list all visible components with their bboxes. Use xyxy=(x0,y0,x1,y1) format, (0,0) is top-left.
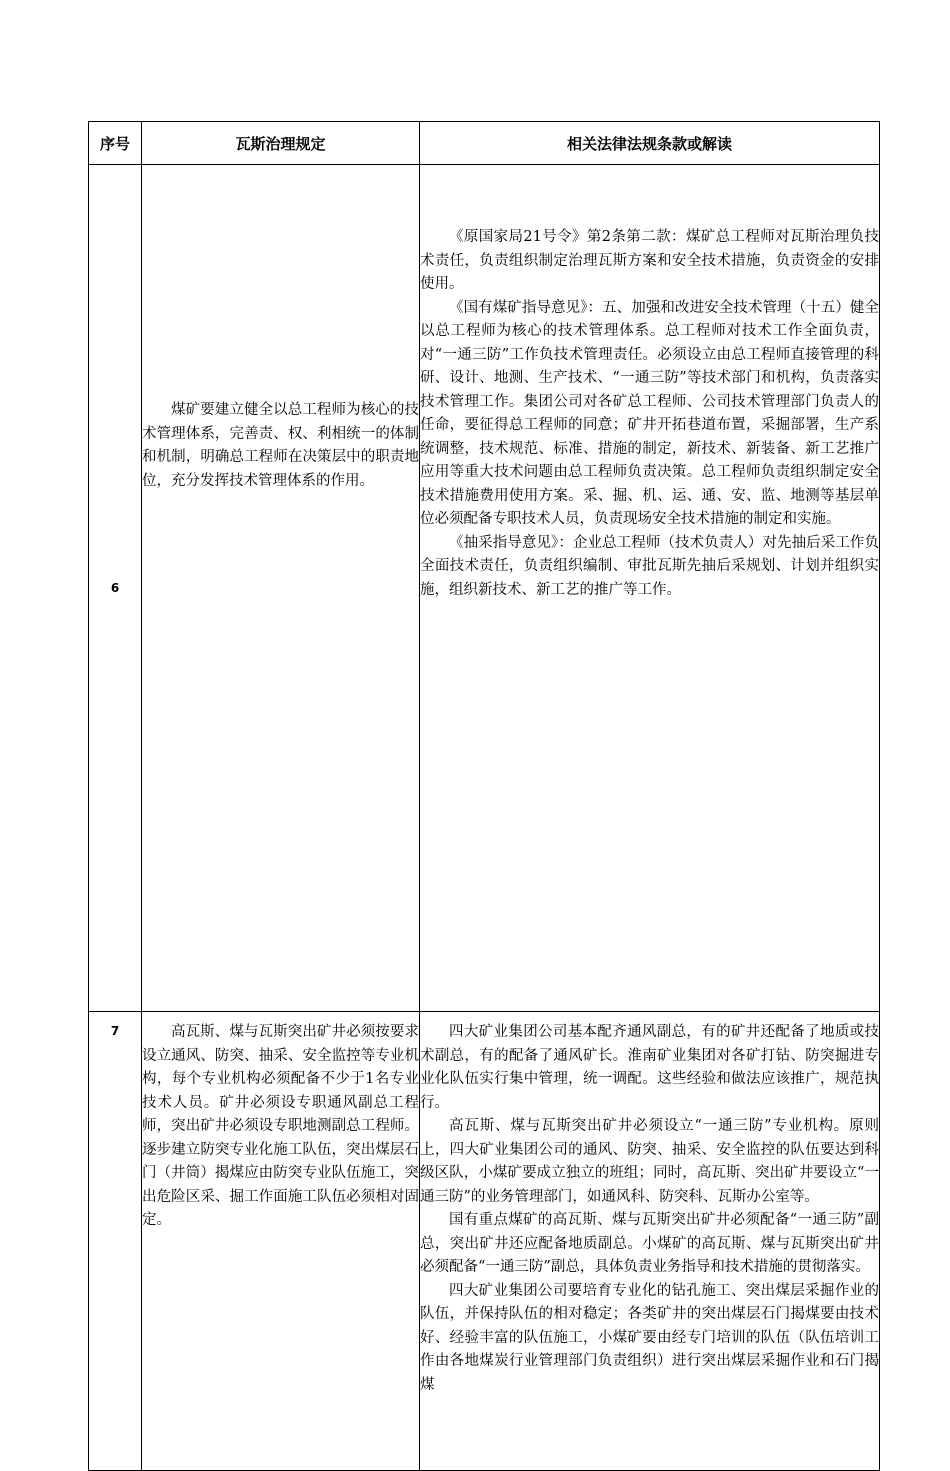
law-paragraph: 四大矿业集团公司要培育专业化的钻孔施工、突出煤层采掘作业的队伍，并保持队伍的相对稳定；各类矿井的突出煤层石门揭煤要由技术好、经验丰富的队伍施工，小煤矿要由经专门培训的队伍（队伍培训工作由各地煤炭行业管理部门负责组织）进行突出煤层采掘作业和石门揭煤 xyxy=(420,1282,879,1393)
law-paragraph: 《原国家局21号令》第2条第二款：煤矿总工程师对瓦斯治理负技术责任，负责组织制定治理瓦斯方案和安全技术措施，负责资金的安排使用。 xyxy=(420,229,879,292)
header-rule: 瓦斯治理规定 xyxy=(142,122,420,165)
header-index: 序号 xyxy=(89,122,142,165)
regulation-table xyxy=(88,121,880,1471)
table-row xyxy=(89,1012,880,1471)
law-paragraph: 高瓦斯、煤与瓦斯突出矿井必须设立“一通三防”专业机构。原则上，四大矿业集团公司的通风、防突、抽采、安全监控的队伍要达到科级区队，小煤矿要成立独立的班组；同时，高瓦斯、突出矿井要设立“一通三防”的业务管理部门，如通风科、防突科、瓦斯办公室等。 xyxy=(420,1118,879,1205)
table-row xyxy=(89,165,880,1012)
table-header-row xyxy=(89,122,880,165)
law-cell xyxy=(420,1012,880,1471)
row-index: 7 xyxy=(89,1012,142,1471)
law-paragraph: 《抽采指导意见》：企业总工程师（技术负责人）对先抽后采工作负全面技术责任，负责组织编制、审批瓦斯先抽后采规划、计划并组织实施，组织新技术、新工艺的推广等工作。 xyxy=(420,534,879,598)
law-cell-content xyxy=(420,1021,879,1457)
rule-cell xyxy=(142,1012,420,1471)
law-paragraph: 《国有煤矿指导意见》：五、加强和改进安全技术管理（十五）健全以总工程师为核心的技术管理体系。总工程师对技术工作全面负责，对“一通三防”工作负技术管理责任。必须设立由总工程师直接管理的科研、设计、地测、生产技术、“一通三防”等技术部门和机构，负责落实技术管理工作。集团公司对各矿总工程师、公司技术管理部门负责人的任命，要征得总工程师的同意；矿井开拓巷道布置，采掘部署，生产系统调整，技术规范、标准、措施的制定，新技术、新装备、新工艺推广应用等重大技术问题由总工程师负责决策。总工程师负责组织制定安全技术措施费用使用方案。采、掘、机、运、通、安、监、地测等基层单位必须配备专职技术人员，负责现场安全技术措施的制定和实施。 xyxy=(420,299,879,527)
header-law: 相关法律法规条款或解读 xyxy=(420,122,880,165)
row-index: 6 xyxy=(89,165,142,1012)
law-paragraph: 四大矿业集团公司基本配齐通风副总，有的矿井还配备了地质或技术副总，有的配备了通风矿长。淮南矿业集团对各矿打钻、防突掘进专业化队伍实行集中管理，统一调配。这些经验和做法应该推广，规范执行。 xyxy=(420,1024,879,1111)
law-paragraph: 国有重点煤矿的高瓦斯、煤与瓦斯突出矿井必须配备“一通三防”副总，突出矿井还应配备地质副总。小煤矿的高瓦斯、煤与瓦斯突出矿井必须配备“一通三防”副总，具体负责业务指导和技术措施的贯彻落实。 xyxy=(420,1212,879,1275)
rule-text: 煤矿要建立健全以总工程师为核心的技术管理体系，完善责、权、利相统一的体制和机制，明确总工程师在决策层中的职责地位，充分发挥技术管理体系的作用。 xyxy=(142,402,419,489)
rule-cell xyxy=(142,165,420,1012)
rule-text: 高瓦斯、煤与瓦斯突出矿井必须按要求设立通风、防突、抽采、安全监控等专业机构，每个专业机构必须配备不少于1名专业技术人员。矿井必须设专职通风副总工程师，突出矿井必须设专职地测副总工程师。逐步建立防突专业化施工队伍，突出煤层石门（井筒）揭煤应由防突专业队伍施工，突出危险区采、掘工作面施工队伍必须相对固定。 xyxy=(142,1024,419,1228)
law-cell xyxy=(420,165,880,1012)
